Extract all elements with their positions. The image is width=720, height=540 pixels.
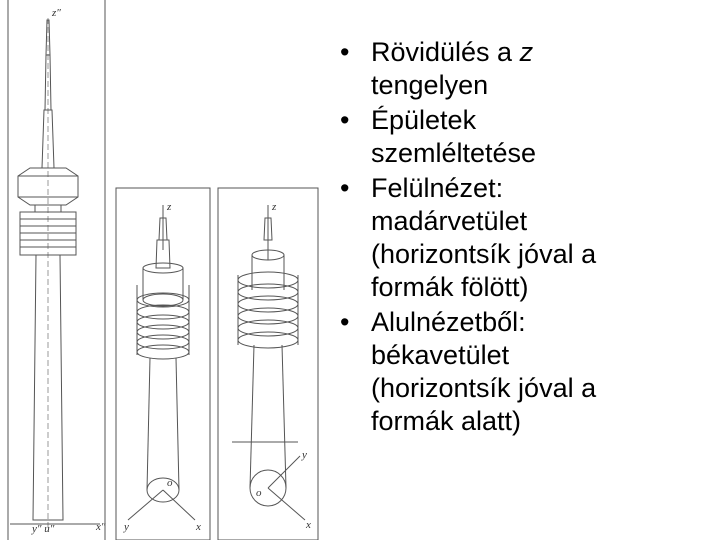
axis-label-x3: x: [306, 519, 311, 531]
bullet-item: [340, 306, 710, 438]
axis-label-x-bottom: x″: [96, 521, 106, 533]
tower-wormseye: [232, 205, 305, 520]
axis-label-x2: x: [196, 521, 201, 533]
bullet-text: Épületek: [371, 105, 477, 135]
axis-label-o3: o: [256, 487, 262, 499]
bullet-text-line3: (horizontsík jóval a: [371, 239, 597, 269]
axis-label-y2: y: [124, 521, 129, 533]
bullet-text-italic: z: [519, 37, 534, 67]
bullet-text: Rövidülés a: [371, 37, 520, 67]
bullet-list: [340, 36, 710, 440]
bullet-text-line4: formák fölött): [371, 272, 529, 302]
axis-label-z-top: z″: [52, 7, 61, 19]
bullet-text-line3: (horizontsík jóval a: [371, 373, 597, 403]
tower-elevation: [10, 18, 100, 528]
bullet-item: [340, 36, 710, 102]
tower-birdseye: [128, 205, 195, 520]
bullet-text-line2: madárvetület: [371, 206, 528, 236]
bullet-dot: •: [340, 37, 350, 67]
tower-projection-figure: [0, 0, 330, 540]
axis-label-yu: y″ u″: [32, 523, 55, 535]
bullet-text: Alulnézetből:: [371, 307, 526, 337]
bullet-text: Felülnézet:: [371, 173, 504, 203]
bullet-text-line2: szemléltetése: [371, 138, 537, 168]
bullet-dot: •: [340, 173, 350, 203]
bullet-text-line4: formák alatt): [371, 406, 522, 436]
bullet-item: [340, 172, 710, 304]
axis-label-o2: o: [167, 477, 173, 489]
bullet-item: [340, 104, 710, 170]
bullet-dot: •: [340, 307, 350, 337]
bullet-dot: •: [340, 105, 350, 135]
bullet-text-line2: tengelyen: [371, 70, 489, 100]
axis-label-z3: z: [272, 201, 277, 213]
axis-label-z2: z: [167, 201, 172, 213]
bullet-text-line2: békavetület: [371, 340, 510, 370]
axis-label-y3: y: [302, 449, 307, 461]
